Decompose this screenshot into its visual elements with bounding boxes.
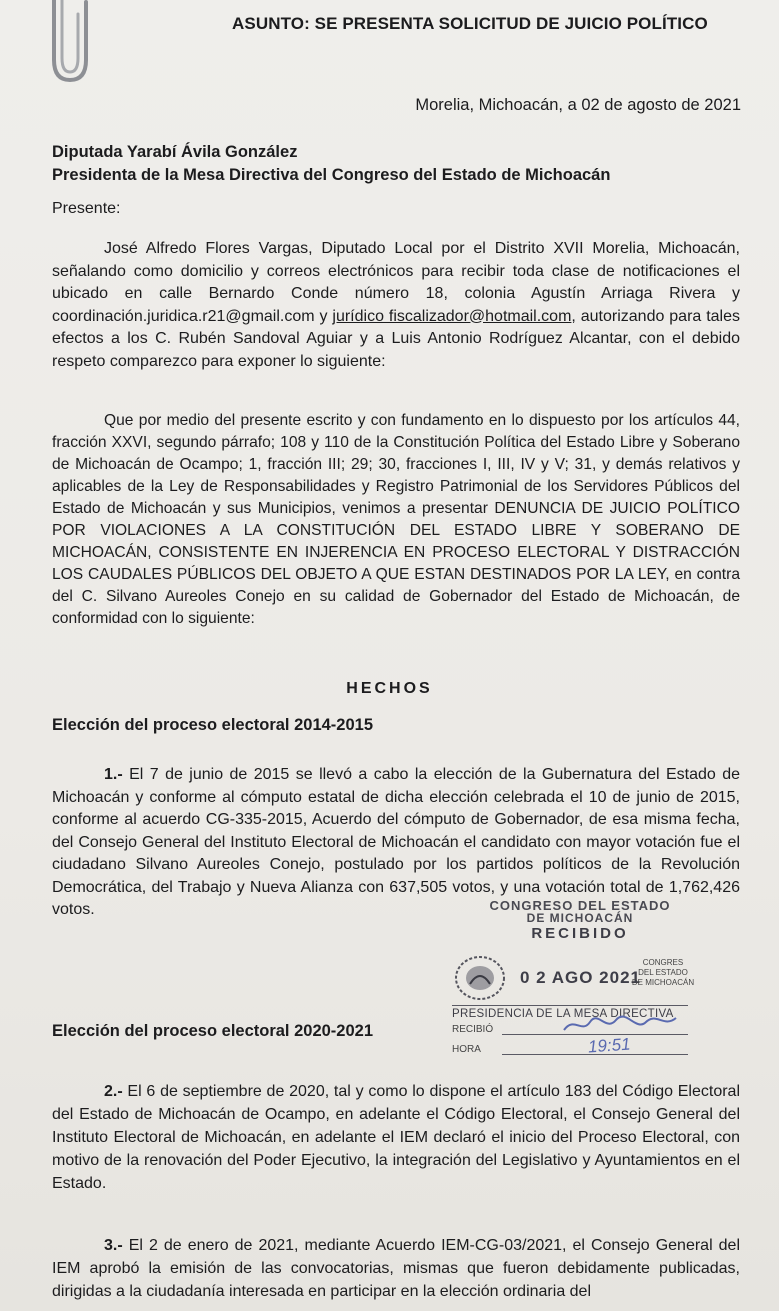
addressee-name: Diputada Yarabí Ávila González bbox=[52, 143, 298, 161]
fact-2-paragraph bbox=[52, 1080, 740, 1195]
stamp-recibio-label: RECIBIÓ bbox=[452, 1024, 494, 1035]
stamp-recibido: RECIBIDO bbox=[531, 925, 629, 942]
fact-3-text: El 2 de enero de 2021, mediante Acuerdo IEM-CG-03/2021, el Consejo General del IEM aprobó la emisión de las convocatorias, mismas que fueron debidamente publicadas, dirigidas a la ciudadanía interesada en participar en la elección ordinaria del bbox=[52, 1237, 740, 1300]
stamp-hora-value: 19:51 bbox=[587, 1034, 632, 1057]
fact-1-text: El 7 de junio de 2015 se llevó a cabo la elección de la Gubernatura del Estado de Michoacán y conforme al cómputo estatal de dicha elección celebrada el 10 de junio de 2015, conforme al acuerdo CG-335-2015, Acuerdo del cómputo de Gobernador, de esa misma fecha, del Consejo General del Instituto Electoral de Michoacán el candidato con mayor votación fue el ciudadano Silvano Aureoles Conejo, postulado por los partidos políticos de la Revolución Democrática, del Trabajo y Nueva Alianza con 637,505 votos, y una votación total de 1,762,426 votos. bbox=[52, 766, 740, 918]
intro-paragraph bbox=[52, 238, 740, 373]
stamp-hora-label: HORA bbox=[452, 1044, 481, 1055]
fact-1-number: 1.- bbox=[104, 766, 123, 783]
greeting: Presente: bbox=[52, 200, 121, 217]
dateline: Morelia, Michoacán, a 02 de agosto de 2021 bbox=[415, 96, 741, 114]
stamp-side-text bbox=[628, 958, 698, 988]
email-link: jurídico fiscalizador@hotmail.com bbox=[332, 307, 572, 325]
addressee-title: Presidenta de la Mesa Directiva del Congreso del Estado de Michoacán bbox=[52, 166, 611, 184]
stamp-congreso: CONGRESO DEL ESTADO bbox=[489, 898, 671, 913]
complaint-paragraph bbox=[52, 410, 740, 630]
complaint-text: Que por medio del presente escrito y con fundamento en lo dispuesto por los artículos 44, fracción XXVI, segundo párrafo; 108 y 110 de la Constitución Política del Estado Libre y Soberano de Michoacán de Ocampo; 1, fracción III; 29; 30, fracciones I, III, IV y V; 31, y demás relativos y aplicables de la Ley de Responsabilidades y Registro Patrimonial de los Servidores Públicos del Estado de Michoacán y sus Municipios, venimos a presentar DENUNCIA DE JUICIO POLÍTICO POR VIOLACIONES A LA CONSTITUCIÓN DEL ESTADO LIBRE Y SOBERANO DE MICHOACÁN, CONSISTENTE EN INJERENCIA EN PROCESO ELECTORAL Y DISTRACCIÓN LOS CAUDALES PÚBLICOS DEL OBJETO A QUE ESTAN DESTINADOS POR LA LEY, en contra del C. Silvano Aureoles Conejo en su calidad de Gobernador del Estado de Michoacán, de conformidad con lo siguiente: bbox=[52, 412, 740, 627]
stamp-side-line-1: CONGRES bbox=[642, 958, 684, 967]
stamp-hora-row bbox=[452, 1044, 481, 1055]
fact-3-number: 3.- bbox=[104, 1237, 123, 1254]
reception-stamp bbox=[470, 898, 690, 942]
coat-of-arms-icon bbox=[452, 954, 508, 1002]
paperclip-icon bbox=[40, 0, 98, 86]
stamp-recibio-row bbox=[452, 1024, 493, 1035]
stamp-michoacan: DE MICHOACÁN bbox=[526, 911, 634, 925]
stamp-side-line-2: DEL ESTADO bbox=[638, 968, 688, 977]
section-title-2014: Elección del proceso electoral 2014-2015 bbox=[52, 716, 374, 734]
intro-text-end: , autorizando para tales efectos a los C. Rubén Sandoval Aguiar y a Luis Antonio Rodríguez Alcantar, con el debido respeto comparezco para exponer lo siguiente: bbox=[52, 307, 741, 370]
fact-2-number: 2.- bbox=[104, 1083, 123, 1100]
fact-2-text: El 6 de septiembre de 2020, tal y como lo dispone el artículo 183 del Código Electoral del Estado de Michoacán de Ocampo, en adelante el Código Electoral, el Consejo General del Instituto Electoral de Michoacán, en adelante el IEM declaró el inicio del Proceso Electoral, con motivo de la renovación del Poder Ejecutivo, la integración del Legislativo y Ayuntamientos en el Estado. bbox=[52, 1083, 740, 1192]
fact-3-paragraph bbox=[52, 1234, 740, 1303]
intro-text: José Alfredo Flores Vargas, Diputado Local por el Distrito XVII Morelia, Michoacán, señalando como domicilio y correos electrónicos para recibir toda clase de notificaciones el ubicado en calle Bernardo Conde número 18, colonia Agustín Arriaga Rivera y coordinación.juridica.r21@gmail.com y bbox=[52, 240, 740, 325]
stamp-side-line-3: DE MICHOACÁN bbox=[631, 978, 695, 987]
stamp-divider bbox=[452, 1005, 688, 1006]
hechos-heading: HECHOS bbox=[346, 680, 433, 697]
section-title-2020: Elección del proceso electoral 2020-2021 bbox=[52, 1022, 374, 1040]
stamp-date: 0 2 AGO 2021 bbox=[520, 968, 641, 987]
stamp-presidencia: PRESIDENCIA DE LA MESA DIRECTIVA bbox=[452, 1008, 674, 1020]
subject-line: ASUNTO: SE PRESENTA SOLICITUD DE JUICIO POLÍTICO bbox=[232, 14, 708, 33]
handwritten-signature bbox=[560, 1014, 680, 1036]
